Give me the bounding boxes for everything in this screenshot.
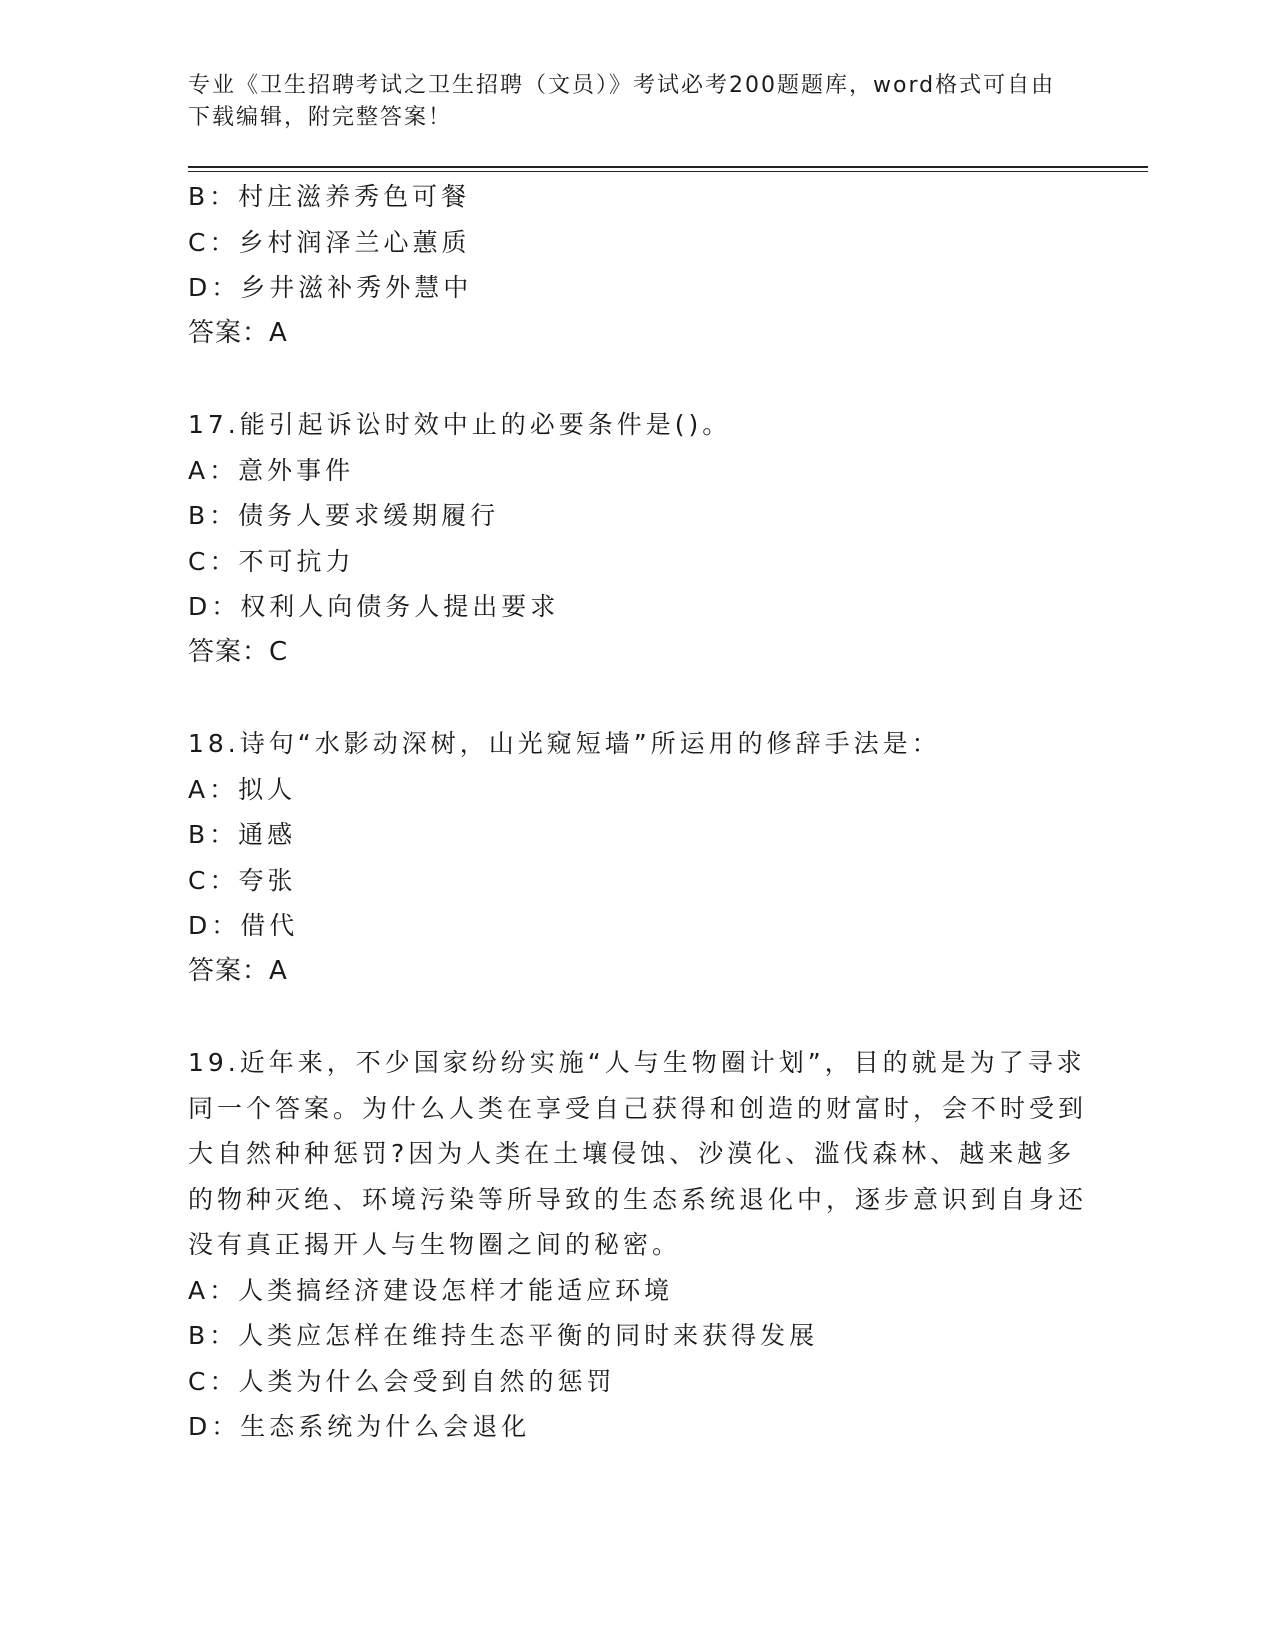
document-header-title: 专业《卫生招聘考试之卫生招聘（文员）》考试必考200题题库，word格式可自由下载编辑，附完整答案！	[188, 73, 1056, 130]
option-c: C：人类为什么会受到自然的惩罚	[188, 1366, 616, 1396]
question-19-stem: 19.近年来，不少国家纷纷实施“人与生物圈计划”，目的就是为了寻求同一个答案。为什么人类在享受自己获得和创造的财富时，会不时受到大自然种种惩罚?因为人类在土壤侵蚀、沙漠化、滥伐森林、越来越多的物种灭绝、环境污染等所导致的生态系统退化中，逐步意识到自身还没有真正揭开人与生物圈之间的秘密。	[188, 1048, 1088, 1259]
question-17-answer: 答案：C	[188, 636, 289, 667]
spacer	[188, 675, 1148, 721]
option-b: B：村庄滋养秀色可餐	[188, 182, 471, 211]
option-b: B：债务人要求缓期履行	[188, 501, 500, 530]
spacer	[188, 356, 1148, 402]
question-18	[188, 721, 1148, 994]
question-18-answer: 答案：A	[188, 955, 288, 986]
question-19	[188, 1040, 1148, 1450]
option-b: B：通感	[188, 820, 297, 849]
question-content	[188, 174, 1148, 1450]
option-d: D：乡井滋补秀外慧中	[188, 273, 473, 302]
option-d: D：权利人向债务人提出要求	[188, 592, 560, 621]
option-a: A：意外事件	[188, 455, 355, 485]
question-18-stem: 18.诗句“水影动深树，山光窥短墙”所运用的修辞手法是：	[188, 729, 941, 758]
option-d: D：借代	[188, 911, 299, 940]
question-16-answer: 答案：A	[188, 317, 288, 348]
option-a: A：拟人	[188, 774, 297, 804]
option-c: C：夸张	[188, 865, 297, 895]
spacer	[188, 994, 1148, 1040]
question-16-options	[188, 174, 1148, 311]
header-divider	[188, 166, 1148, 172]
option-c: C：乡村润泽兰心蕙质	[188, 227, 471, 257]
option-c: C：不可抗力	[188, 546, 355, 576]
question-17	[188, 402, 1148, 675]
option-a: A：人类搞经济建设怎样才能适应环境	[188, 1275, 674, 1305]
document-page	[188, 70, 1148, 1450]
option-b: B：人类应怎样在维持生态平衡的同时来获得发展	[188, 1321, 819, 1350]
option-d: D：生态系统为什么会退化	[188, 1412, 531, 1441]
question-17-stem: 17.能引起诉讼时效中止的必要条件是()。	[188, 410, 732, 439]
